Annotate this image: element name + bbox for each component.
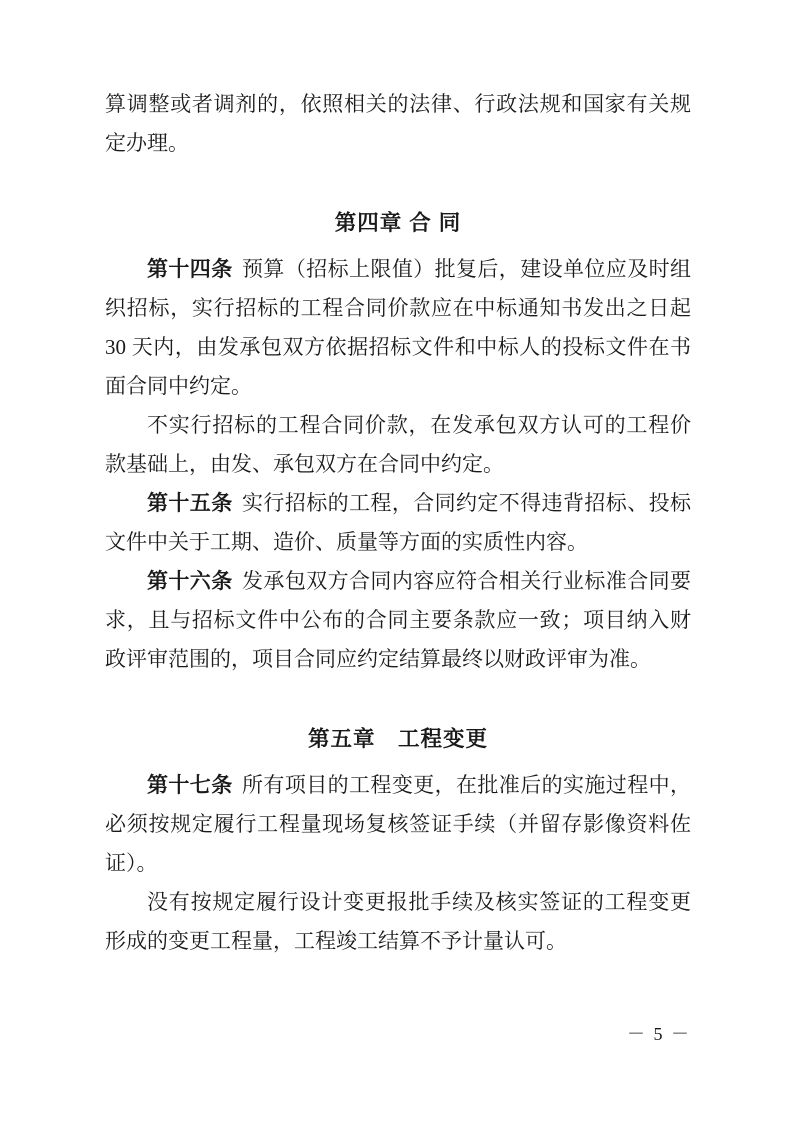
paragraph-continuation: 算调整或者调剂的，依照相关的法律、行政法规和国家有关规定办理。 [105, 92, 691, 155]
article-17-label: 第十七条 [147, 774, 233, 797]
article-14-label: 第十四条 [147, 258, 233, 281]
article-16-text: 发承包双方合同内容应符合相关行业标准合同要求，且与招标文件中公布的合同主要条款应一致；项目纳入财政评审范围的，项目合同应约定结算最终以财政评审为准。 [105, 569, 691, 671]
chapter-4-heading: 第四章 合 同 [334, 211, 462, 235]
article-17-paragraph [105, 766, 691, 883]
page-number: － 5 － [627, 1024, 691, 1044]
article-17-text: 所有项目的工程变更，在批准后的实施过程中，必须按规定履行工程量现场复核签证手续（并留存影像资料佐证）。 [105, 773, 691, 875]
article-14-text: 预算（招标上限值）批复后，建设单位应及时组织招标，实行招标的工程合同价款应在中标通知书发出之日起 30 天内，由发承包双方依据招标文件和中标人的投标文件在书面合同中约定。 [105, 257, 691, 398]
document-content [105, 85, 691, 961]
article-15-label: 第十五条 [147, 492, 233, 515]
chapter-5-heading: 第五章 工程变更 [307, 727, 488, 751]
article-14-paragraph [105, 250, 691, 406]
article-16-paragraph [105, 562, 691, 679]
article-15-text: 实行招标的工程，合同约定不得违背招标、投标文件中关于工期、造价、质量等方面的实质性内容。 [105, 491, 691, 554]
article-15-paragraph [105, 484, 691, 562]
article-17-paragraph-2: 没有按规定履行设计变更报批手续及核实签证的工程变更形成的变更工程量，工程竣工结算不予计量认可。 [105, 890, 691, 953]
article-14-paragraph-2: 不实行招标的工程合同价款，在发承包双方认可的工程价款基础上，由发、承包双方在合同中约定。 [105, 413, 691, 476]
article-16-label: 第十六条 [147, 570, 233, 593]
